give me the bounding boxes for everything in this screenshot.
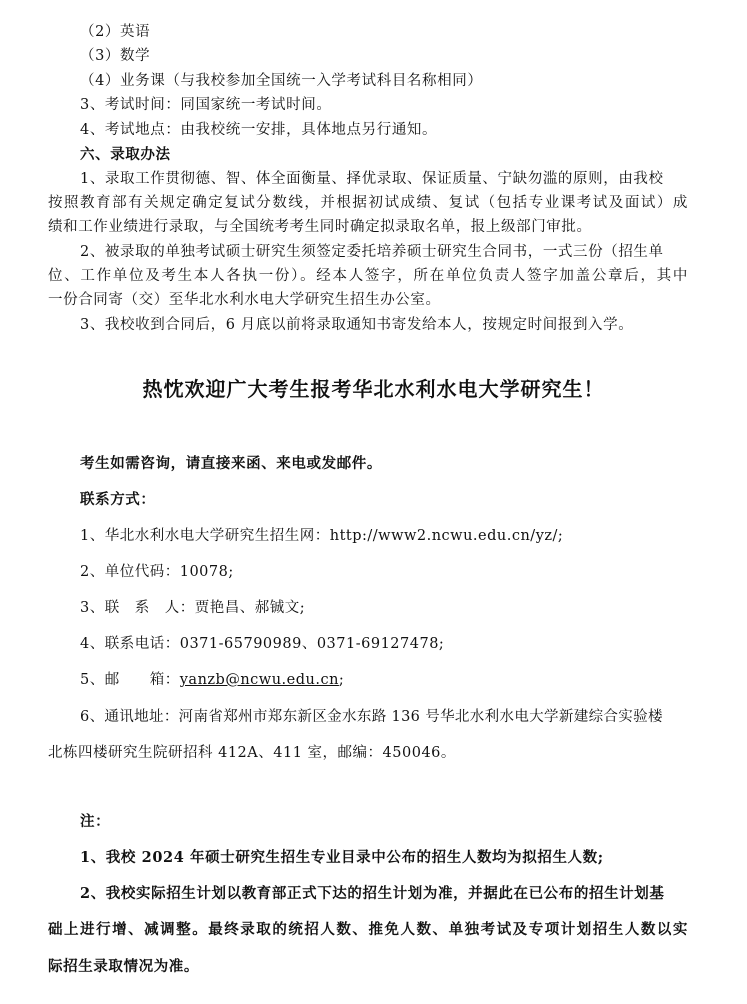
admission-item3: 3、我校收到合同后，6 月底以前将录取通知书寄发给本人，按规定时间报到入学。 (80, 317, 634, 333)
exam-time: 3、考试时间：同国家统一考试时间。 (80, 97, 332, 113)
contact-address-line1: 6、通讯地址：河南省郑州市郑东新区金水东路 136 号华北水利水电大学新建综合实验楼 (80, 709, 663, 725)
contact-email-link[interactable]: yanzb@ncwu.edu.cn (179, 672, 339, 688)
contact-email-tail: ; (338, 672, 345, 688)
contact-phone: 4、联系电话：0371-65790989、0371-69127478; (80, 636, 445, 652)
contact-email-label: 5、邮 箱： (80, 672, 180, 688)
notes-item2-line2: 础上进行增、减调整。最终录取的统招人数、推免人数、单独考试及专项计划招生人数以实 (48, 921, 688, 938)
contact-address-line2: 北栋四楼研究生院研招科 412A、411 室，邮编：450046。 (48, 745, 456, 761)
admission-item2-line3: 一份合同寄（交）至华北水利水电大学研究生招生办公室。 (48, 292, 441, 308)
admission-item1-line3: 绩和工作业绩进行录取，与全国统考考生同时确定拟录取名单，报上级部门审批。 (48, 219, 592, 235)
welcome-title: 热忱欢迎广大考生报考华北水利水电大学研究生！ (142, 377, 605, 401)
contact-website: 1、华北水利水电大学研究生招生网：http://www2.ncwu.edu.cn/yz/; (80, 528, 564, 544)
exam-location: 4、考试地点：由我校统一安排，具体地点另行通知。 (80, 122, 438, 138)
admission-item2-line2: 位、工作单位及考生本人各执一份）。经本人签字，所在单位负责人签字加盖公章后，其中 (48, 268, 688, 284)
notes-item1: 1、我校 2024 年硕士研究生招生专业目录中公布的招生人数均为拟招生人数; (80, 849, 604, 866)
exam-subject-math: （3）数学 (80, 48, 151, 64)
exam-subject-professional: （4）业务课（与我校参加全国统一入学考试科目名称相同） (80, 73, 483, 89)
contact-person: 3、联 系 人：贾艳昌、郝铖文; (80, 600, 306, 616)
contact-heading: 联系方式： (80, 491, 156, 508)
notes-item2-line1: 2、我校实际招生计划以教育部正式下达的招生计划为准，并据此在已公布的招生计划基 (80, 885, 665, 902)
admission-item1-line2: 按照教育部有关规定确定复试分数线，并根据初试成绩、复试（包括专业课考试及面试）成 (48, 195, 688, 211)
contact-unit-code: 2、单位代码：10078; (80, 564, 234, 580)
notes-item2-line3: 际招生录取情况为准。 (48, 958, 199, 975)
admission-item1-line1: 1、录取工作贯彻德、智、体全面衡量、择优录取、保证质量、宁缺勿滥的原则，由我校 (80, 171, 664, 187)
exam-subject-english: （2）英语 (80, 24, 151, 40)
contact-email-row (80, 670, 344, 690)
admission-item2-line1: 2、被录取的单独考试硕士研究生须签定委托培养硕士研究生合同书，一式三份（招生单 (80, 244, 664, 260)
notes-heading: 注： (80, 813, 111, 830)
consult-note: 考生如需咨询，请直接来函、来电或发邮件。 (80, 455, 382, 472)
admission-heading: 六、录取办法 (80, 146, 171, 163)
